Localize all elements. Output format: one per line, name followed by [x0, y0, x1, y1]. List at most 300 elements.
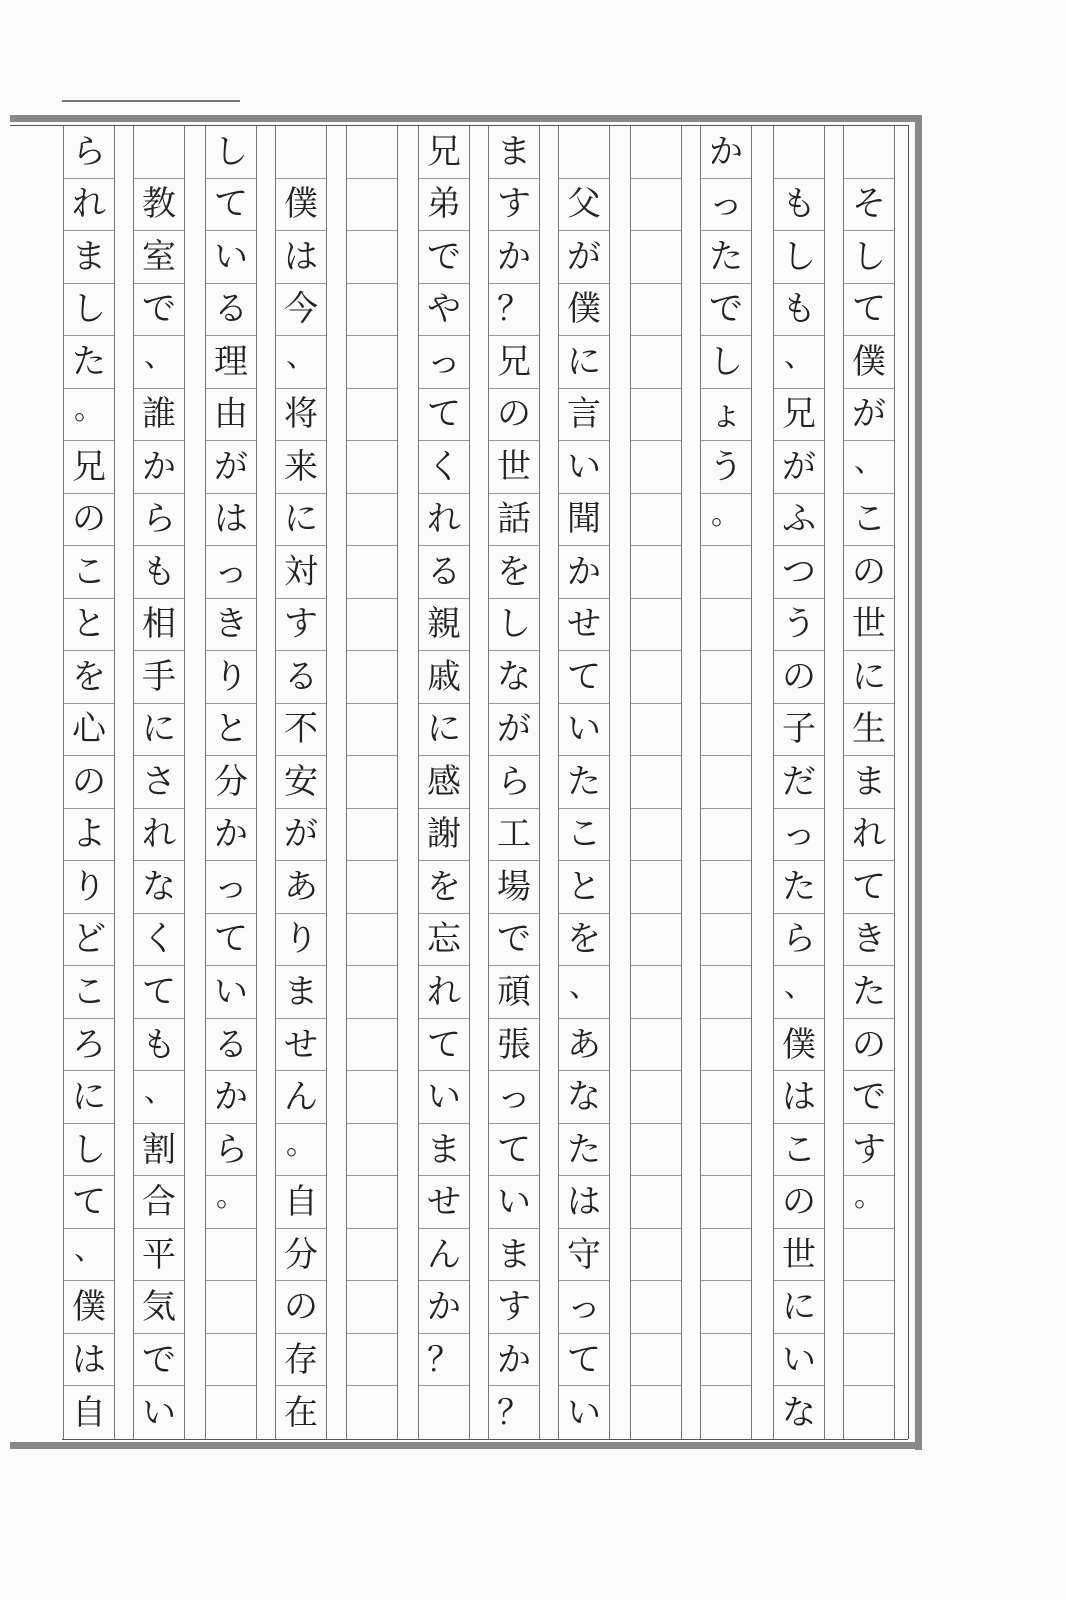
manuscript-cell: し — [206, 126, 256, 179]
manuscript-cell: 心 — [64, 704, 114, 757]
manuscript-cell: も — [134, 546, 184, 599]
manuscript-cell: い — [567, 1392, 601, 1433]
manuscript-cell: 僕 — [276, 179, 326, 232]
manuscript-cell: ら — [64, 126, 114, 179]
manuscript-cell: ろ — [64, 1019, 114, 1072]
manuscript-cell — [631, 966, 681, 1019]
manuscript-cell — [631, 284, 681, 337]
manuscript-cell: い — [419, 1071, 469, 1124]
manuscript-cell: こ — [64, 966, 114, 1019]
manuscript-cell: せ — [419, 1176, 469, 1229]
manuscript-cell — [631, 599, 681, 652]
manuscript-cell: て — [64, 1176, 114, 1229]
manuscript-cell: す — [276, 599, 326, 652]
manuscript-cell — [631, 1176, 681, 1229]
manuscript-cell: の — [276, 1281, 326, 1334]
manuscript-cell: ん — [276, 1071, 326, 1124]
manuscript-cell: っ — [559, 1281, 609, 1334]
manuscript-column — [773, 126, 825, 1439]
manuscript-cell: 工 — [489, 809, 539, 862]
manuscript-cell: 教 — [134, 179, 184, 232]
manuscript-cell: り — [64, 861, 114, 914]
manuscript-cell: で — [701, 284, 751, 337]
manuscript-cell: 将 — [276, 389, 326, 442]
manuscript-cell — [701, 756, 751, 809]
manuscript-cell: い — [142, 1392, 176, 1433]
manuscript-cell — [701, 1386, 751, 1439]
manuscript-cell — [631, 179, 681, 232]
manuscript-cell: ？ — [497, 1392, 531, 1433]
manuscript-cell: 親 — [419, 599, 469, 652]
manuscript-cell: と — [559, 861, 609, 914]
name-underline — [62, 100, 240, 102]
manuscript-cell: た — [844, 966, 894, 1019]
manuscript-cell — [631, 651, 681, 704]
manuscript-cell: 兄 — [64, 441, 114, 494]
manuscript-cell: た — [774, 861, 824, 914]
manuscript-cell: が — [276, 809, 326, 862]
manuscript-cell: の — [774, 1176, 824, 1229]
manuscript-cell: な — [489, 651, 539, 704]
manuscript-cell — [631, 231, 681, 284]
manuscript-cell: ま — [64, 231, 114, 284]
manuscript-cell — [844, 1386, 894, 1439]
manuscript-cell: に — [276, 494, 326, 547]
manuscript-cell: か — [134, 441, 184, 494]
manuscript-cell — [631, 1386, 681, 1439]
manuscript-cell — [631, 126, 681, 179]
manuscript-cell: は — [64, 1334, 114, 1387]
manuscript-cell: 謝 — [419, 809, 469, 862]
manuscript-cell: こ — [844, 494, 894, 547]
manuscript-column — [418, 126, 470, 1439]
manuscript-cell: は — [276, 231, 326, 284]
manuscript-cell: 由 — [206, 389, 256, 442]
manuscript-cell: 父 — [559, 179, 609, 232]
manuscript-cell: ん — [419, 1229, 469, 1282]
manuscript-cell — [347, 1176, 397, 1229]
manuscript-cell: で — [489, 914, 539, 967]
manuscript-cell: 来 — [276, 441, 326, 494]
manuscript-cell: も — [774, 284, 824, 337]
manuscript-cell: ま — [276, 966, 326, 1019]
manuscript-cell: つ — [774, 546, 824, 599]
manuscript-cell — [347, 441, 397, 494]
manuscript-cell: も — [134, 1019, 184, 1072]
manuscript-cell — [347, 599, 397, 652]
manuscript-cell: 分 — [206, 756, 256, 809]
manuscript-cell: 。 — [701, 494, 751, 547]
manuscript-cell — [206, 1229, 256, 1282]
manuscript-cell — [631, 861, 681, 914]
manuscript-cell: と — [64, 599, 114, 652]
manuscript-cell: が — [559, 231, 609, 284]
manuscript-cell: 理 — [206, 336, 256, 389]
manuscript-cell — [347, 494, 397, 547]
frame-top-border — [10, 115, 922, 122]
manuscript-cell: き — [206, 599, 256, 652]
manuscript-cell: ま — [844, 756, 894, 809]
manuscript-cell: の — [774, 651, 824, 704]
manuscript-cell: 、 — [844, 441, 894, 494]
manuscript-cell: か — [489, 231, 539, 284]
manuscript-cell: に — [134, 704, 184, 757]
manuscript-cell: れ — [64, 179, 114, 232]
manuscript-cell: で — [419, 231, 469, 284]
manuscript-cell — [844, 1229, 894, 1282]
manuscript-cell: を — [559, 914, 609, 967]
manuscript-cell: う — [701, 441, 751, 494]
manuscript-cell: 気 — [134, 1281, 184, 1334]
manuscript-cell — [631, 389, 681, 442]
manuscript-cell — [206, 1281, 256, 1334]
manuscript-cell: 頑 — [489, 966, 539, 1019]
manuscript-cell: 感 — [419, 756, 469, 809]
manuscript-cell: す — [489, 1281, 539, 1334]
manuscript-cell: い — [559, 441, 609, 494]
manuscript-cell: だ — [774, 756, 824, 809]
manuscript-cell — [631, 809, 681, 862]
manuscript-cell: の — [489, 389, 539, 442]
manuscript-cell — [419, 1386, 469, 1439]
manuscript-cell: て — [419, 1019, 469, 1072]
manuscript-cell: 言 — [559, 389, 609, 442]
manuscript-cell — [206, 1386, 256, 1439]
manuscript-cell: っ — [206, 861, 256, 914]
manuscript-cell — [701, 651, 751, 704]
manuscript-cell: 自 — [276, 1176, 326, 1229]
manuscript-cell: か — [206, 1071, 256, 1124]
manuscript-column — [346, 126, 398, 1439]
manuscript-cell: か — [489, 1334, 539, 1387]
manuscript-cell — [631, 494, 681, 547]
manuscript-cell: 分 — [276, 1229, 326, 1282]
manuscript-cell — [701, 1229, 751, 1282]
manuscript-cell — [347, 966, 397, 1019]
manuscript-cell: り — [276, 914, 326, 967]
manuscript-cell: 兄 — [419, 126, 469, 179]
manuscript-cell — [347, 336, 397, 389]
manuscript-cell — [347, 546, 397, 599]
manuscript-cell: た — [701, 231, 751, 284]
manuscript-cell — [347, 1071, 397, 1124]
manuscript-cell: 対 — [276, 546, 326, 599]
manuscript-cell — [276, 126, 326, 179]
manuscript-cell: き — [844, 914, 894, 967]
manuscript-cell — [631, 1071, 681, 1124]
frame-right-border — [915, 115, 922, 1450]
manuscript-cell: し — [844, 231, 894, 284]
manuscript-cell: て — [206, 179, 256, 232]
manuscript-column — [700, 126, 752, 1439]
manuscript-cell: の — [844, 546, 894, 599]
manuscript-cell: 場 — [489, 861, 539, 914]
manuscript-cell: こ — [64, 546, 114, 599]
manuscript-cell — [347, 704, 397, 757]
manuscript-cell: で — [134, 1334, 184, 1387]
grid-bottom-line — [62, 1439, 908, 1440]
manuscript-column — [133, 126, 185, 1439]
manuscript-cell: 兄 — [489, 336, 539, 389]
manuscript-column — [63, 126, 115, 1439]
manuscript-cell: あ — [559, 1019, 609, 1072]
manuscript-cell: て — [559, 651, 609, 704]
manuscript-cell: 弟 — [419, 179, 469, 232]
manuscript-cell — [844, 126, 894, 179]
manuscript-cell — [631, 1334, 681, 1387]
manuscript-cell: 手 — [134, 651, 184, 704]
manuscript-cell: せ — [276, 1019, 326, 1072]
manuscript-cell: を — [419, 861, 469, 914]
manuscript-cell: 世 — [844, 599, 894, 652]
manuscript-column — [488, 126, 540, 1439]
manuscript-cell: る — [419, 546, 469, 599]
manuscript-cell: れ — [419, 494, 469, 547]
manuscript-cell: 、 — [774, 966, 824, 1019]
manuscript-cell — [701, 1281, 751, 1334]
manuscript-cell: た — [559, 1124, 609, 1177]
manuscript-cell: り — [206, 651, 256, 704]
manuscript-cell: れ — [844, 809, 894, 862]
manuscript-cell: を — [64, 651, 114, 704]
manuscript-cell: も — [774, 179, 824, 232]
manuscript-cell: い — [206, 231, 256, 284]
manuscript-cell: 、 — [774, 336, 824, 389]
manuscript-cell: い — [774, 1334, 824, 1387]
manuscript-cell: て — [206, 914, 256, 967]
manuscript-cell — [347, 1334, 397, 1387]
manuscript-cell: ら — [134, 494, 184, 547]
manuscript-cell — [701, 861, 751, 914]
manuscript-cell: こ — [559, 809, 609, 862]
manuscript-cell: 僕 — [774, 1019, 824, 1072]
manuscript-cell: や — [419, 284, 469, 337]
manuscript-cell: い — [206, 966, 256, 1019]
manuscript-cell — [347, 809, 397, 862]
manuscript-cell — [347, 126, 397, 179]
manuscript-cell: な — [134, 861, 184, 914]
manuscript-cell: 自 — [72, 1392, 106, 1433]
manuscript-cell — [347, 231, 397, 284]
manuscript-cell: す — [489, 179, 539, 232]
manuscript-cell: 張 — [489, 1019, 539, 1072]
manuscript-cell — [347, 284, 397, 337]
manuscript-cell: に — [774, 1281, 824, 1334]
manuscript-cell — [631, 914, 681, 967]
manuscript-cell: っ — [701, 179, 751, 232]
manuscript-cell: し — [64, 1124, 114, 1177]
manuscript-cell: か — [419, 1281, 469, 1334]
manuscript-cell — [701, 546, 751, 599]
manuscript-cell: ら — [206, 1124, 256, 1177]
manuscript-cell: っ — [774, 809, 824, 862]
manuscript-column — [558, 126, 610, 1439]
manuscript-cell: ま — [489, 1229, 539, 1282]
manuscript-cell: 平 — [134, 1229, 184, 1282]
manuscript-cell: に — [419, 704, 469, 757]
manuscript-cell: あ — [276, 861, 326, 914]
manuscript-cell: ょ — [701, 389, 751, 442]
manuscript-cell — [701, 966, 751, 1019]
manuscript-cell: れ — [419, 966, 469, 1019]
manuscript-cell: 。 — [206, 1176, 256, 1229]
manuscript-cell: で — [134, 284, 184, 337]
manuscript-cell: か — [206, 809, 256, 862]
manuscript-cell: 今 — [276, 284, 326, 337]
manuscript-cell: 存 — [276, 1334, 326, 1387]
manuscript-cell — [631, 1229, 681, 1282]
manuscript-cell: っ — [419, 336, 469, 389]
manuscript-cell: っ — [489, 1071, 539, 1124]
manuscript-cell: は — [206, 494, 256, 547]
manuscript-cell: な — [782, 1392, 816, 1433]
manuscript-cell: く — [419, 441, 469, 494]
manuscript-cell: 相 — [134, 599, 184, 652]
manuscript-cell: っ — [206, 546, 256, 599]
manuscript-cell — [844, 1281, 894, 1334]
manuscript-cell: と — [206, 704, 256, 757]
manuscript-cell: た — [64, 336, 114, 389]
manuscript-cell: て — [134, 966, 184, 1019]
manuscript-cell: 在 — [284, 1392, 318, 1433]
manuscript-cell: し — [64, 284, 114, 337]
manuscript-cell: 兄 — [774, 389, 824, 442]
manuscript-cell: 、 — [276, 336, 326, 389]
manuscript-cell: 忘 — [419, 914, 469, 967]
manuscript-cell: の — [844, 1019, 894, 1072]
manuscript-cell: 、 — [64, 1229, 114, 1282]
manuscript-cell — [347, 1019, 397, 1072]
manuscript-cell: 、 — [559, 966, 609, 1019]
manuscript-cell: た — [559, 756, 609, 809]
manuscript-cell: が — [774, 441, 824, 494]
manuscript-cell — [347, 861, 397, 914]
manuscript-cell: し — [489, 599, 539, 652]
manuscript-cell: そ — [844, 179, 894, 232]
manuscript-cell — [631, 546, 681, 599]
manuscript-cell — [844, 1334, 894, 1387]
manuscript-cell — [701, 1019, 751, 1072]
manuscript-cell: ら — [489, 756, 539, 809]
manuscript-cell — [347, 1386, 397, 1439]
manuscript-cell: 合 — [134, 1176, 184, 1229]
manuscript-cell — [701, 914, 751, 967]
manuscript-cell: ふ — [774, 494, 824, 547]
manuscript-cell: 僕 — [559, 284, 609, 337]
manuscript-cell — [347, 1281, 397, 1334]
manuscript-cell: に — [844, 651, 894, 704]
manuscript-cell: い — [559, 704, 609, 757]
frame-bottom-border — [10, 1442, 922, 1449]
manuscript-cell: さ — [134, 756, 184, 809]
manuscript-cell: ま — [419, 1124, 469, 1177]
manuscript-cell: 僕 — [844, 336, 894, 389]
manuscript-cell: 誰 — [134, 389, 184, 442]
manuscript-cell — [631, 1019, 681, 1072]
manuscript-cell: 。 — [64, 389, 114, 442]
manuscript-cell: の — [64, 494, 114, 547]
manuscript-column — [630, 126, 682, 1439]
manuscript-cell: る — [276, 651, 326, 704]
manuscript-cell: て — [559, 1334, 609, 1387]
manuscript-cell: 世 — [774, 1229, 824, 1282]
manuscript-cell: に — [559, 336, 609, 389]
manuscript-cell: 安 — [276, 756, 326, 809]
manuscript-cell: る — [206, 284, 256, 337]
manuscript-cell — [631, 1281, 681, 1334]
manuscript-cell: し — [701, 336, 751, 389]
manuscript-cell: ？ — [489, 284, 539, 337]
manuscript-cell — [701, 1334, 751, 1387]
manuscript-column — [843, 126, 895, 1439]
manuscript-cell: 室 — [134, 231, 184, 284]
manuscript-cell: か — [559, 546, 609, 599]
manuscript-cell: 子 — [774, 704, 824, 757]
manuscript-cell: 聞 — [559, 494, 609, 547]
manuscript-cell: を — [489, 546, 539, 599]
manuscript-cell: よ — [64, 809, 114, 862]
manuscript-cell: て — [419, 389, 469, 442]
manuscript-cell: か — [701, 126, 751, 179]
manuscript-cell: し — [774, 231, 824, 284]
manuscript-cell: 、 — [134, 336, 184, 389]
manuscript-column — [205, 126, 257, 1439]
manuscript-cell: て — [489, 1124, 539, 1177]
manuscript-cell: ？ — [419, 1334, 469, 1387]
manuscript-cell: 生 — [844, 704, 894, 757]
manuscript-cell: す — [844, 1124, 894, 1177]
manuscript-cell: 、 — [134, 1071, 184, 1124]
manuscript-cell: い — [489, 1176, 539, 1229]
manuscript-cell — [134, 126, 184, 179]
manuscript-cell — [631, 704, 681, 757]
manuscript-cell: る — [206, 1019, 256, 1072]
manuscript-cell: て — [844, 284, 894, 337]
manuscript-cell: 不 — [276, 704, 326, 757]
manuscript-cell: れ — [134, 809, 184, 862]
manuscript-cell: ら — [774, 914, 824, 967]
manuscript-cell: が — [489, 704, 539, 757]
grid-right-line — [908, 125, 909, 1439]
manuscript-cell — [701, 1071, 751, 1124]
manuscript-cell: 僕 — [64, 1281, 114, 1334]
manuscript-cell: は — [774, 1071, 824, 1124]
manuscript-cell: 守 — [559, 1229, 609, 1282]
manuscript-cell — [347, 756, 397, 809]
manuscript-cell: で — [844, 1071, 894, 1124]
manuscript-cell: ど — [64, 914, 114, 967]
manuscript-cell: な — [559, 1071, 609, 1124]
manuscript-cell: の — [64, 756, 114, 809]
manuscript-cell — [631, 756, 681, 809]
manuscript-cell — [701, 809, 751, 862]
manuscript-cell: 割 — [134, 1124, 184, 1177]
manuscript-cell — [347, 179, 397, 232]
manuscript-cell: せ — [559, 599, 609, 652]
manuscript-cell — [774, 126, 824, 179]
manuscript-cell: に — [64, 1071, 114, 1124]
manuscript-cell: こ — [774, 1124, 824, 1177]
manuscript-cell — [206, 1334, 256, 1387]
manuscript-cell: 戚 — [419, 651, 469, 704]
manuscript-cell: は — [559, 1176, 609, 1229]
manuscript-cell: が — [206, 441, 256, 494]
manuscript-cell — [347, 1229, 397, 1282]
manuscript-cell — [347, 914, 397, 967]
manuscript-cell: う — [774, 599, 824, 652]
manuscript-cell — [347, 389, 397, 442]
manuscript-cell — [347, 651, 397, 704]
